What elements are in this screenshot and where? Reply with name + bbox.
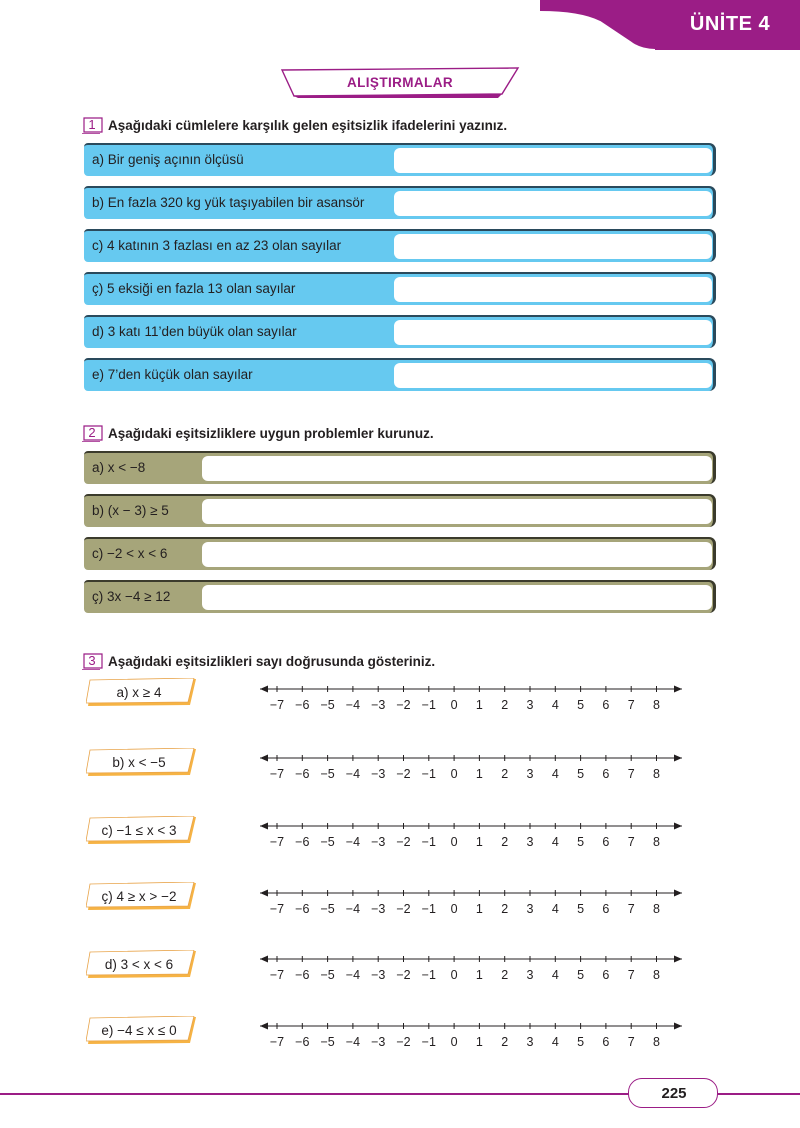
arrow-icon [674,686,682,693]
number-line-tick-label: 2 [501,767,509,781]
number-line-tick-label: 8 [653,902,660,916]
arrow-icon [260,1023,268,1030]
number-line-tick-label: 1 [475,968,483,982]
q3-item-tag [86,882,198,912]
number-line-tick-label: 3 [526,835,534,849]
number-line-tick-label: 4 [551,902,559,916]
number-line-tick-label: 0 [450,698,458,712]
number-line-tick-label: −5 [320,835,335,849]
number-line-tick-label: −3 [371,902,386,916]
q1-row [84,143,716,176]
number-line[interactable] [256,1019,686,1049]
arrow-icon [674,823,682,830]
number-line-tick-label: −7 [269,968,285,982]
number-line[interactable] [256,819,686,849]
number-line-tick-label: −1 [421,767,436,781]
number-line-tick-label: −7 [269,902,285,916]
arrow-icon [674,1023,682,1030]
number-line-tick-label: 7 [627,1035,635,1049]
answer-field[interactable] [202,542,712,567]
number-line-tick-label: 7 [627,902,635,916]
arrow-icon [260,686,268,693]
number-line-tick-label: 7 [627,968,635,982]
number-line-tick-label: 5 [577,698,585,712]
answer-field[interactable] [202,585,712,610]
number-line-tick-label: 0 [450,767,458,781]
q3-item-tag [86,950,198,980]
number-line-tick-label: 0 [450,1035,458,1049]
q1-item-label: a) Bir geniş açının ölçüsü [92,152,244,167]
q3-item-label: e) −4 ≤ x ≤ 0 [101,1023,177,1038]
number-line-tick-label: 4 [551,1035,559,1049]
number-line-tick-label: 7 [627,835,635,849]
answer-field[interactable] [394,320,712,345]
q1-row [84,272,716,305]
question-number-badge [82,424,104,442]
q2-row [84,537,716,570]
number-line-tick-label: 4 [551,968,559,982]
number-line-tick-label: −3 [371,698,386,712]
number-line-tick-label: 0 [450,902,458,916]
arrow-icon [260,890,268,897]
number-line-tick-label: 8 [653,767,660,781]
number-line-tick-label: 4 [551,835,559,849]
q3-item-tag [86,816,198,846]
number-line-tick-label: −1 [421,698,436,712]
number-line-tick-label: −2 [396,902,411,916]
number-line-tick-label: 1 [475,767,483,781]
page-number: 225 [661,1085,687,1102]
q1-item-label: c) 4 katının 3 fazlası en az 23 olan sayılar [92,238,342,253]
q2-item-label: c) −2 < x < 6 [92,546,168,561]
q2-row [84,580,716,613]
number-line-tick-label: 2 [501,698,509,712]
q2-item-label: b) (x − 3) ≥ 5 [92,503,169,518]
number-line-tick-label: −7 [269,767,285,781]
number-line-tick-label: −4 [345,902,361,916]
number-line-tick-label: −2 [396,1035,411,1049]
answer-field[interactable] [202,499,712,524]
number-line-tick-label: −4 [345,835,361,849]
number-line-tick-label: 1 [475,835,483,849]
unit-label: ÜNİTE 4 [689,13,771,35]
number-line-tick-label: 3 [526,767,534,781]
number-line-tick-label: 6 [602,767,610,781]
answer-field[interactable] [202,456,712,481]
q1-item-label: e) 7’den küçük olan sayılar [92,367,253,382]
number-line[interactable] [256,682,686,712]
q3-item-label: b) x < −5 [112,755,166,770]
number-line-tick-label: −1 [421,835,436,849]
number-line-tick-label: −6 [295,767,310,781]
number-line-tick-label: 8 [653,698,660,712]
number-line-tick-label: 6 [602,835,610,849]
question-prompt: Aşağıdaki eşitsizliklere uygun problemler kurunuz. [108,425,434,441]
number-line-tick-label: −4 [345,968,361,982]
arrow-icon [674,755,682,762]
number-line-tick-label: −4 [345,698,361,712]
q3-item-label: d) 3 < x < 6 [104,957,174,972]
question-number-badge [82,652,104,670]
number-line-tick-label: −1 [421,902,436,916]
number-line-tick-label: −6 [295,698,310,712]
number-line-tick-label: −4 [345,1035,361,1049]
number-line-tick-label: −5 [320,698,335,712]
answer-field[interactable] [394,277,712,302]
number-line-tick-label: −2 [396,698,411,712]
number-line-tick-label: 1 [475,698,483,712]
number-line-tick-label: 6 [602,902,610,916]
number-line-tick-label: −3 [371,968,386,982]
number-line-tick-label: 5 [577,767,585,781]
number-line-tick-label: −1 [421,1035,436,1049]
q3-item-label: ç) 4 ≥ x > −2 [101,889,177,904]
q1-item-label: d) 3 katı 11’den büyük olan sayılar [92,324,297,339]
number-line-tick-label: 2 [501,835,509,849]
q3-item-label: a) x ≥ 4 [116,685,162,700]
arrow-icon [674,890,682,897]
question-number-badge [82,116,104,134]
q1-row [84,229,716,262]
q2-item-label: ç) 3x −4 ≥ 12 [92,589,171,604]
number-line-tick-label: 2 [501,902,509,916]
question-number: 3 [88,653,96,668]
number-line-tick-label: −6 [295,902,310,916]
number-line-tick-label: 4 [551,698,559,712]
q1-row [84,358,716,391]
q1-item-label: ç) 5 eksiği en fazla 13 olan sayılar [92,281,296,296]
section-title-banner [276,66,524,98]
arrow-icon [260,956,268,963]
number-line-tick-label: −6 [295,835,310,849]
answer-field[interactable] [394,363,712,388]
arrow-icon [260,755,268,762]
q1-row [84,315,716,348]
answer-field[interactable] [394,191,712,216]
number-line-tick-label: 7 [627,698,635,712]
number-line-tick-label: −1 [421,968,436,982]
q2-row [84,494,716,527]
number-line-tick-label: −5 [320,767,335,781]
question-3-header [82,650,435,672]
number-line[interactable] [256,886,686,916]
question-1-header [82,114,507,136]
page-number-badge [628,1078,718,1108]
number-line-tick-label: −7 [269,1035,285,1049]
number-line-tick-label: 5 [577,1035,585,1049]
number-line-tick-label: 0 [450,835,458,849]
number-line-tick-label: 8 [653,968,660,982]
number-line-tick-label: 5 [577,902,585,916]
question-number: 2 [88,425,96,440]
number-line-tick-label: 3 [526,1035,534,1049]
unit-tab [540,0,800,50]
number-line-tick-label: 6 [602,1035,610,1049]
number-line-tick-label: −2 [396,767,411,781]
q2-item-label: a) x < −8 [92,460,146,475]
number-line-tick-label: 3 [526,902,534,916]
number-line-tick-label: 1 [475,1035,483,1049]
question-prompt: Aşağıdaki cümlelere karşılık gelen eşitsizlik ifadelerini yazınız. [108,117,508,133]
q1-row [84,186,716,219]
number-line-tick-label: 3 [526,968,534,982]
number-line-tick-label: 1 [475,902,483,916]
answer-field[interactable] [394,148,712,173]
number-line-tick-label: 4 [551,767,559,781]
number-line-tick-label: 8 [653,835,660,849]
number-line[interactable] [256,751,686,781]
q3-item-tag [86,678,198,708]
answer-field[interactable] [394,234,712,259]
number-line-tick-label: 5 [577,835,585,849]
number-line-tick-label: −3 [371,767,386,781]
section-title: ALIŞTIRMALAR [346,75,454,90]
question-prompt: Aşağıdaki eşitsizlikleri sayı doğrusunda gösteriniz. [108,653,436,669]
number-line-tick-label: −6 [295,968,310,982]
number-line-tick-label: −4 [345,767,361,781]
number-line-tick-label: 2 [501,968,509,982]
number-line-tick-label: 5 [577,968,585,982]
number-line-tick-label: −2 [396,835,411,849]
number-line-tick-label: 0 [450,968,458,982]
question-2-header [82,422,434,444]
number-line-tick-label: 7 [627,767,635,781]
number-line-tick-label: −5 [320,902,335,916]
q2-row [84,451,716,484]
number-line-tick-label: 2 [501,1035,509,1049]
number-line-tick-label: 3 [526,698,534,712]
number-line-tick-label: −7 [269,835,285,849]
number-line-tick-label: −3 [371,835,386,849]
number-line-tick-label: −5 [320,968,335,982]
number-line-tick-label: 8 [653,1035,660,1049]
q3-item-label: c) −1 ≤ x < 3 [101,823,177,838]
q3-item-tag [86,748,198,778]
q1-item-label: b) En fazla 320 kg yük taşıyabilen bir asansör [92,195,365,210]
arrow-icon [674,956,682,963]
q3-item-tag [86,1016,198,1046]
number-line-tick-label: −3 [371,1035,386,1049]
question-number: 1 [88,117,96,132]
arrow-icon [260,823,268,830]
number-line-tick-label: −5 [320,1035,335,1049]
number-line-tick-label: 6 [602,968,610,982]
number-line[interactable] [256,952,686,982]
number-line-tick-label: −2 [396,968,411,982]
number-line-tick-label: −7 [269,698,285,712]
number-line-tick-label: 6 [602,698,610,712]
number-line-tick-label: −6 [295,1035,310,1049]
